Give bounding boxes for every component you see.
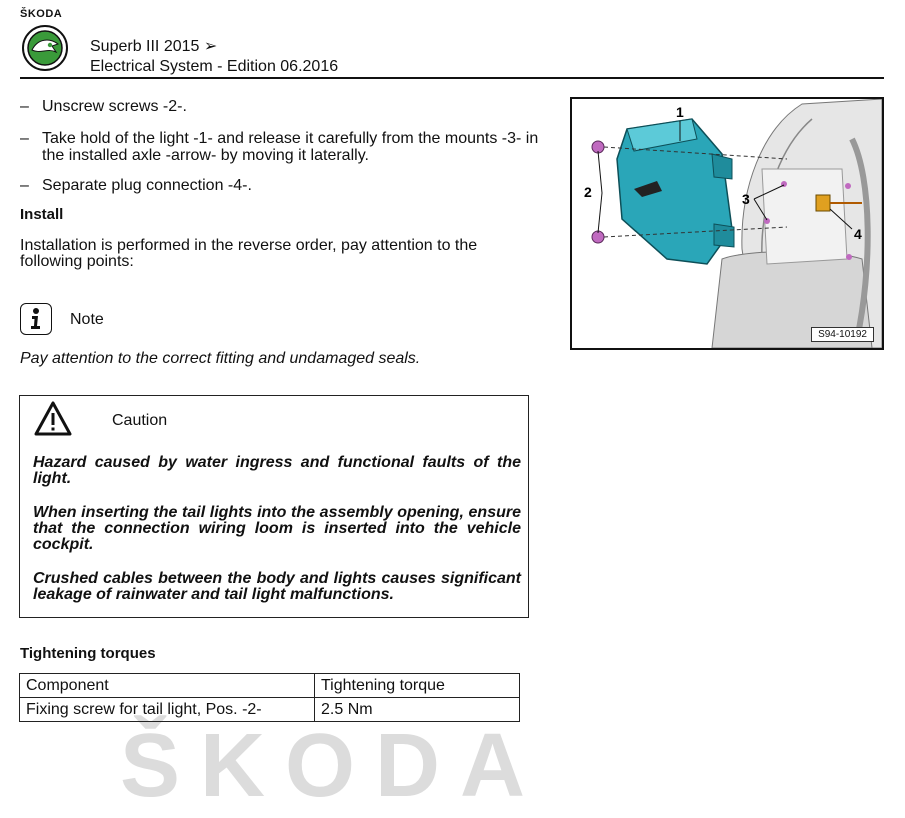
step-dash: – — [20, 177, 29, 194]
table-header-row — [20, 674, 520, 698]
torque-heading: Tightening torques — [20, 645, 156, 662]
torque-table — [19, 673, 520, 722]
callout-3: 3 — [742, 191, 750, 207]
tail-light-illustration — [572, 99, 882, 348]
table-cell: Fixing screw for tail light, Pos. -2- — [20, 698, 315, 722]
callout-4: 4 — [854, 226, 862, 242]
step-text: Take hold of the light -1- and release it carefully from the mounts -3- in the installed axle -arrow- by moving it laterally. — [42, 130, 539, 164]
model-title: Superb III 2015 ➢ — [90, 38, 218, 55]
table-cell: 2.5 Nm — [315, 698, 520, 722]
edition-title: Electrical System - Edition 06.2016 — [90, 58, 339, 75]
step-dash: – — [20, 98, 29, 115]
caution-paragraph: When inserting the tail lights into the assembly opening, ensure that the connection wiring loom is inserted into the vehicle cockpit. — [33, 504, 521, 553]
column-header: Tightening torque — [315, 674, 520, 698]
callout-2: 2 — [584, 184, 592, 200]
brand-name: ŠKODA — [20, 8, 63, 20]
tail-light-figure — [570, 97, 884, 350]
skoda-logo — [20, 24, 70, 72]
install-text: Installation is performed in the reverse order, pay attention to the following points: — [20, 237, 478, 270]
caution-paragraph: Hazard caused by water ingress and functional faults of the light. — [33, 454, 521, 487]
step-dash: – — [20, 130, 29, 147]
caution-label: Caution — [112, 412, 168, 429]
table-row — [20, 698, 520, 722]
note-text: Pay attention to the correct fitting and undamaged seals. — [20, 350, 421, 367]
header-divider — [20, 77, 884, 79]
warning-triangle-icon — [33, 400, 73, 438]
install-heading: Install — [20, 206, 64, 223]
watermark: ŠKODA — [120, 716, 546, 816]
step-text: Separate plug connection -4-. — [42, 177, 252, 194]
note-label: Note — [70, 311, 104, 328]
callout-1: 1 — [676, 104, 684, 120]
caution-paragraph: Crushed cables between the body and lights causes significant leakage of rainwater and tail light malfunctions. — [33, 570, 521, 603]
figure-code: S94-10192 — [811, 327, 874, 342]
column-header: Component — [20, 674, 315, 698]
step-text: Unscrew screws -2-. — [42, 98, 187, 115]
info-icon — [20, 303, 52, 335]
